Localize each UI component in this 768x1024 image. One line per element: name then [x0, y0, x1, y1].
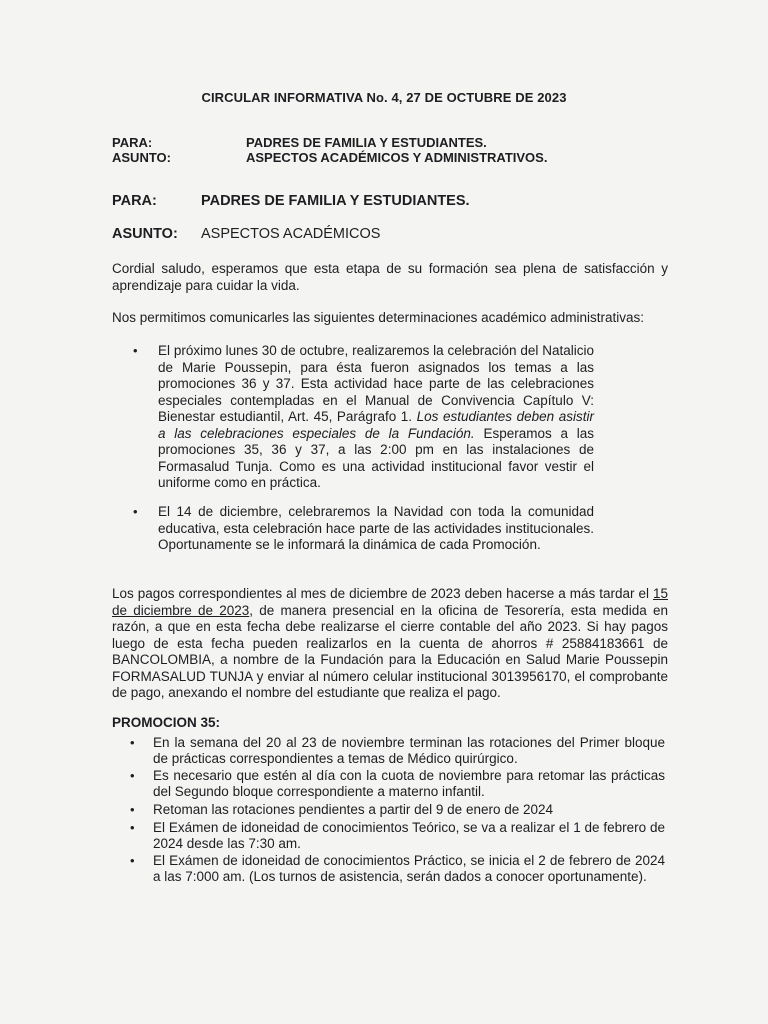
bullet-celebration-text-2: Esperamos a las promociones 35, 36 y 37, a las 2:00 pm en las instalaciones de Formasalud Tunja. Como es una actividad institucional favor vestir el uniforme como en práctica.: [158, 425, 595, 490]
bullet-christmas: • El 14 de diciembre, celebraremos la Navidad con toda la comunidad educativa, esta celebración hace parte de las actividades institucionales. Oportunamente se le informará la dinámica de cada Promoción.: [158, 504, 594, 554]
greeting-paragraph: Cordial saludo, esperamos que esta etapa de su formación sea plena de satisfacción y aprendizaje para cuidar la vida.: [112, 261, 668, 293]
payments-deadline: 15 de diciembre de 2023: [112, 586, 668, 618]
bullet-celebration: [158, 343, 594, 492]
payments-text-1: Los pagos correspondientes al mes de diciembre de 2023 deben hacerse a más tardar el: [112, 586, 653, 601]
bullet-celebration-text-1: El próximo lunes 30 de octubre, realizaremos la celebración del Natalicio de Marie Poussepin, para ésta fueron asignados los temas a las promociones 36 y 37. Esta actividad hace parte de las celebraciones especiales contempladas en el Manual de Convivencia Capítulo V: Bienestar estudiantil, Art. 45, Parágrafo 1.: [158, 343, 594, 424]
promo35-item: • Es necesario que estén al día con la cuota de noviembre para retomar las prácticas del Segundo bloque correspondiente a materno infantil.: [153, 768, 665, 800]
header-para-label: PARA:: [112, 135, 153, 150]
section-asunto-value: ASPECTOS ACADÉMICOS: [201, 226, 381, 242]
section-para-label: PARA:: [112, 193, 157, 209]
intro-paragraph: Nos permitimos comunicarles las siguientes determinaciones académico administrativas:: [112, 310, 644, 325]
promo35-title: PROMOCION 35:: [112, 715, 221, 730]
payments-paragraph: [112, 586, 668, 702]
promo35-item: • El Exámen de idoneidad de conocimientos Teórico, se va a realizar el 1 de febrero de 2024 desde las 7:30 am.: [153, 820, 665, 852]
promo35-item: • En la semana del 20 al 23 de noviembre terminan las rotaciones del Primer bloque de prácticas correspondientes a temas de Médico quirúrgico.: [153, 735, 665, 767]
section-asunto-label: ASUNTO:: [112, 226, 178, 242]
promo35-item: • Retoman las rotaciones pendientes a partir del 9 de enero de 2024: [153, 802, 665, 818]
bullet-celebration-italic: Los estudiantes deben asistir a las celebraciones especiales de la Fundación.: [158, 409, 594, 441]
payments-text-2: , de manera presencial en la oficina de Tesorería, esta medida en razón, a que en esta fecha debe realizarse el cierre contable del año 2023. Si hay pagos luego de esta fecha pueden realizarlos en la cuenta de ahorros # 25884183661 de BANCOLOMBIA, a nombre de la Fundación para la Educación en Salud Marie Poussepin FORMASALUD TUNJA y enviar al número celular institucional 3013956170, el comprobante de pago, anexando el nombre del estudiante que realiza el pago.: [112, 602, 668, 700]
document-title: CIRCULAR INFORMATIVA No. 4, 27 DE OCTUBRE DE 2023: [201, 90, 567, 105]
header-para-value: PADRES DE FAMILIA Y ESTUDIANTES.: [246, 135, 487, 150]
header-asunto-label: ASUNTO:: [112, 150, 171, 165]
section-para-value: PADRES DE FAMILIA Y ESTUDIANTES.: [201, 193, 470, 209]
header-asunto-value: ASPECTOS ACADÉMICOS Y ADMINISTRATIVOS.: [246, 150, 548, 165]
promo35-item: • El Exámen de idoneidad de conocimientos Práctico, se inicia el 2 de febrero de 2024 a las 7:000 am. (Los turnos de asistencia, serán dados a conocer oportunamente).: [153, 853, 665, 885]
